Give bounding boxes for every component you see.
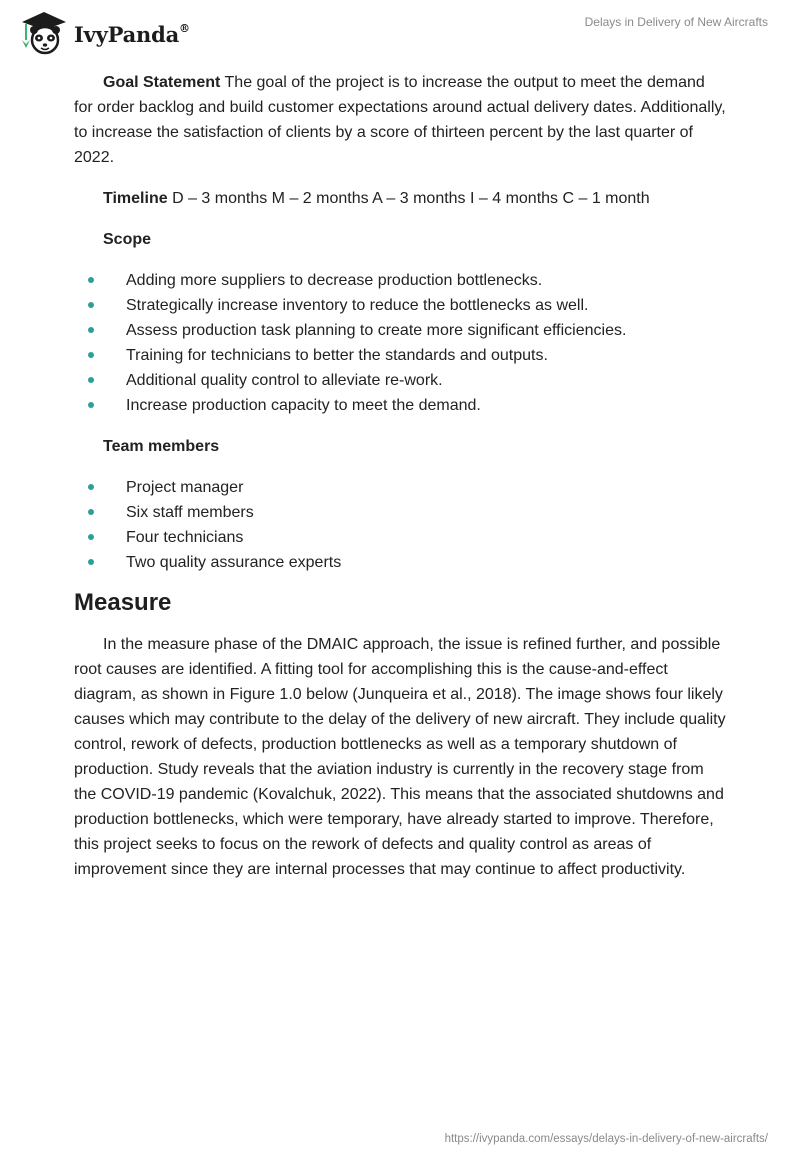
dot-bullet-icon <box>88 534 94 540</box>
list-item: Additional quality control to alleviate re-work. <box>74 368 726 393</box>
brand-name: IvyPanda® <box>74 21 190 47</box>
list-item: Project manager <box>74 475 726 500</box>
dot-bullet-icon <box>88 352 94 358</box>
goal-statement-text: The goal of the project is to increase the output to meet the demand for order backlog and build customer expectations around actual delivery dates. Additionally, to increase the satisfaction of clients by a score of thirteen percent by the last quarter of 2022. <box>74 74 726 166</box>
list-item: Adding more suppliers to decrease production bottlenecks. <box>74 268 726 293</box>
goal-statement-paragraph <box>74 70 726 170</box>
ivypanda-logo[interactable] <box>14 8 190 58</box>
goal-statement-label: Goal Statement <box>103 74 221 91</box>
dot-bullet-icon <box>88 559 94 565</box>
list-item: Six staff members <box>74 500 726 525</box>
essay-content <box>74 70 726 882</box>
timeline-text: D – 3 months M – 2 months A – 3 months I – 4 months C – 1 month <box>167 190 650 207</box>
list-item: Training for technicians to better the standards and outputs. <box>74 343 726 368</box>
scope-list <box>74 268 726 418</box>
dot-bullet-icon <box>88 377 94 383</box>
list-item: Two quality assurance experts <box>74 550 726 575</box>
dot-bullet-icon <box>88 402 94 408</box>
dot-bullet-icon <box>88 327 94 333</box>
page-header <box>0 0 800 70</box>
team-members-heading: Team members <box>103 438 220 455</box>
document-title: Delays in Delivery of New Aircrafts <box>584 15 768 29</box>
list-item: Increase production capacity to meet the demand. <box>74 393 726 418</box>
timeline-label: Timeline <box>103 190 168 207</box>
dot-bullet-icon <box>88 302 94 308</box>
list-item: Assess production task planning to create more significant efficiencies. <box>74 318 726 343</box>
dot-bullet-icon <box>88 484 94 490</box>
source-url[interactable]: https://ivypanda.com/essays/delays-in-delivery-of-new-aircrafts/ <box>444 1133 768 1145</box>
timeline-paragraph <box>74 186 726 211</box>
list-item: Strategically increase inventory to reduce the bottlenecks as well. <box>74 293 726 318</box>
list-item: Four technicians <box>74 525 726 550</box>
measure-heading: Measure <box>74 589 172 616</box>
scope-heading: Scope <box>103 231 152 248</box>
dot-bullet-icon <box>88 277 94 283</box>
panda-graduation-cap-icon <box>14 8 72 58</box>
measure-paragraph: In the measure phase of the DMAIC approach, the issue is refined further, and possible root causes are identified. A fitting tool for accomplishing this is the cause-and-effect diagram, as shown in Figure 1.0 below (Junqueira et al., 2018). The image shows four likely causes which may contribute to the delay of the delivery of new aircraft. They include quality control, rework of defects, production bottlenecks as well as a temporary shutdown of production. Study reveals that the aviation industry is currently in the recovery stage from the COVID-19 pandemic (Kovalchuk, 2022). This means that the associated shutdowns and production bottlenecks, which were temporary, have already started to improve. Therefore, this project seeks to focus on the rework of defects and quality control as areas of improvement since they are internal processes that may continue to affect productivity. <box>74 636 726 878</box>
dot-bullet-icon <box>88 509 94 515</box>
team-members-list <box>74 475 726 575</box>
